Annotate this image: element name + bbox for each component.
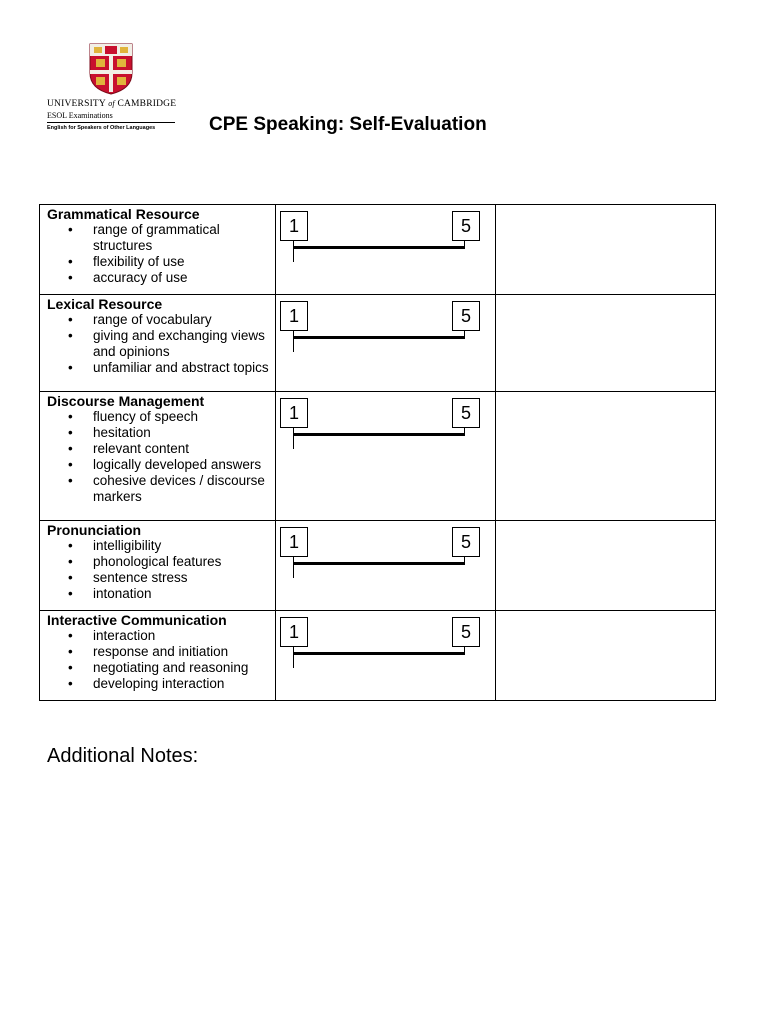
criterion-row [40, 521, 716, 611]
criterion-cell [40, 392, 276, 521]
criterion-items [47, 538, 275, 602]
scale-min-box[interactable]: 1 [280, 527, 308, 557]
scale-stem-max [464, 556, 465, 565]
criterion-heading: Pronunciation [47, 522, 142, 538]
criterion-item: • developing interaction [93, 676, 275, 692]
criterion-item: • range of grammatical structures [93, 222, 275, 254]
scale-line [293, 336, 465, 339]
criterion-cell [40, 521, 276, 611]
criterion-item: • flexibility of use [93, 254, 275, 270]
criterion-item: • sentence stress [93, 570, 275, 586]
criterion-item: • intelligibility [93, 538, 275, 554]
comments-cell[interactable] [496, 611, 716, 701]
scale-line [293, 246, 465, 249]
criterion-item: • relevant content [93, 441, 275, 457]
rating-scale-cell [276, 205, 496, 295]
rating-scale-cell [276, 295, 496, 392]
criterion-row [40, 611, 716, 701]
criterion-item: • cohesive devices / discourse markers [93, 473, 275, 505]
criterion-items [47, 409, 275, 505]
cambridge-shield-icon [89, 43, 133, 95]
additional-notes-label: Additional Notes: [47, 745, 199, 767]
scale-stem-max [464, 240, 465, 249]
criterion-item: • unfamiliar and abstract topics [93, 360, 275, 376]
self-evaluation-table [39, 204, 716, 701]
cambridge-logo [47, 43, 175, 135]
comments-cell[interactable] [496, 521, 716, 611]
criterion-cell [40, 295, 276, 392]
criterion-items [47, 222, 275, 286]
criterion-item: • accuracy of use [93, 270, 275, 286]
scale-max-box[interactable]: 5 [452, 398, 480, 428]
scale-stem-min [293, 427, 294, 449]
criterion-heading: Lexical Resource [47, 296, 163, 312]
scale-max-box[interactable]: 5 [452, 617, 480, 647]
criterion-item: • interaction [93, 628, 275, 644]
scale-stem-max [464, 427, 465, 436]
rating-scale-cell [276, 611, 496, 701]
page-title: CPE Speaking: Self-Evaluation [209, 114, 487, 135]
criterion-item: • response and initiation [93, 644, 275, 660]
criterion-item: • giving and exchanging views and opinions [93, 328, 275, 360]
scale-line [293, 433, 465, 436]
scale-min-box[interactable]: 1 [280, 398, 308, 428]
scale-line [293, 562, 465, 565]
criterion-heading: Grammatical Resource [47, 206, 200, 222]
criterion-item: • hesitation [93, 425, 275, 441]
rating-scale-cell [276, 392, 496, 521]
scale-line [293, 652, 465, 655]
scale-min-box[interactable]: 1 [280, 211, 308, 241]
criterion-row [40, 205, 716, 295]
comments-cell[interactable] [496, 295, 716, 392]
criterion-heading: Interactive Communication [47, 612, 227, 628]
scale-stem-max [464, 330, 465, 339]
scale-stem-min [293, 646, 294, 668]
university-name: UNIVERSITY of CAMBRIDGE [47, 99, 177, 109]
logo-tagline: English for Speakers of Other Languages [47, 125, 156, 131]
scale-max-box[interactable]: 5 [452, 527, 480, 557]
esol-label: ESOL Examinations [47, 111, 113, 120]
scale-max-box[interactable]: 5 [452, 301, 480, 331]
scale-stem-min [293, 240, 294, 262]
criterion-cell [40, 611, 276, 701]
criterion-item: • fluency of speech [93, 409, 275, 425]
criterion-items [47, 312, 275, 376]
criterion-item: • range of vocabulary [93, 312, 275, 328]
comments-cell[interactable] [496, 205, 716, 295]
criterion-row [40, 295, 716, 392]
criterion-heading: Discourse Management [47, 393, 205, 409]
scale-stem-max [464, 646, 465, 655]
criterion-item: • intonation [93, 586, 275, 602]
criterion-row [40, 392, 716, 521]
criterion-item: • phonological features [93, 554, 275, 570]
rating-scale-cell [276, 521, 496, 611]
criterion-items [47, 628, 275, 692]
criterion-item: • negotiating and reasoning [93, 660, 275, 676]
scale-min-box[interactable]: 1 [280, 301, 308, 331]
comments-cell[interactable] [496, 392, 716, 521]
criterion-cell [40, 205, 276, 295]
scale-stem-min [293, 330, 294, 352]
scale-min-box[interactable]: 1 [280, 617, 308, 647]
criterion-item: • logically developed answers [93, 457, 275, 473]
scale-stem-min [293, 556, 294, 578]
logo-divider [47, 122, 175, 123]
scale-max-box[interactable]: 5 [452, 211, 480, 241]
